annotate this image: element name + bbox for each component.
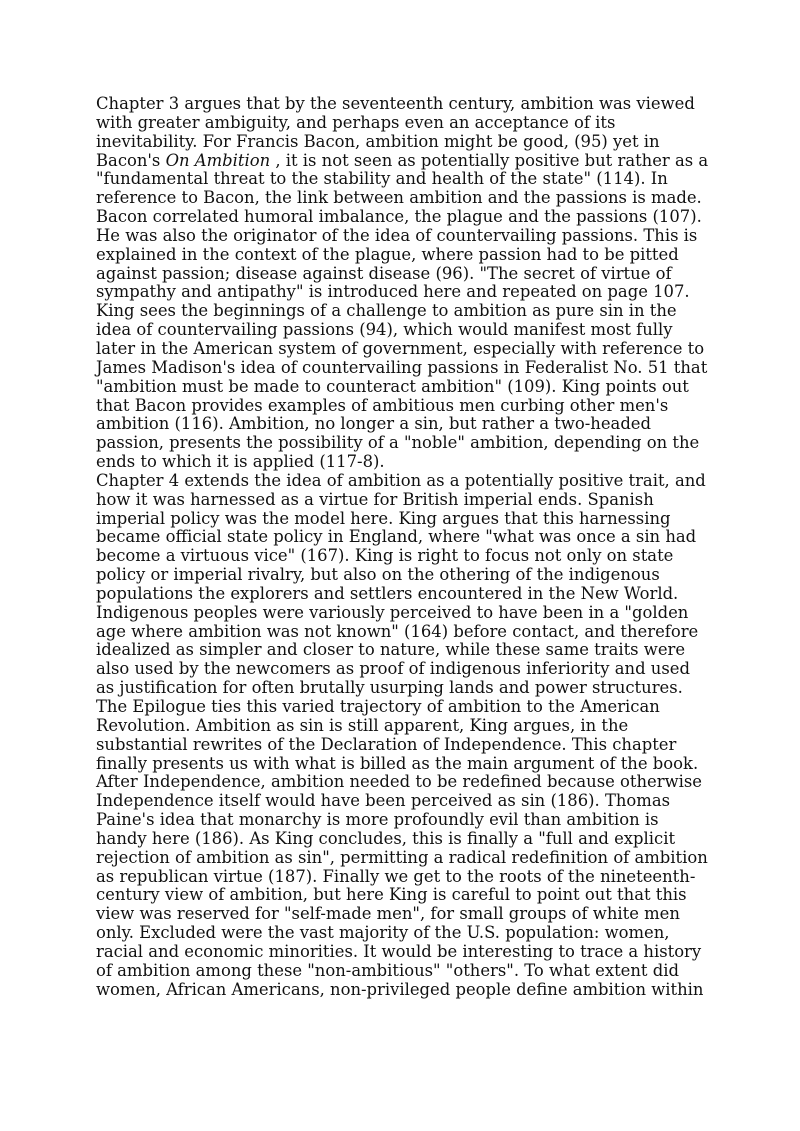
paragraph-text: , it is not seen as potentially positive but rather as a "fundamental threat to the stability and health of the state" (114). In reference to Bacon, the link between ambition and the passions is made. Bacon correlated humoral imbalance, the plague and the passions (107). He was also the originator of the idea of countervailing passions. This is explained in the context of the plague, where passion had to be pitted against passion; disease against disease (96). "The secret of virtue of sympathy and antipathy" is introduced here and repeated on page 107. King sees the beginnings of a challenge to ambition as pure sin in the idea of countervailing passions (94), which would manifest most fully later in the American system of government, especially with reference to James Madison's idea of countervailing passions in Federalist No. 51 that "ambition must be made to counteract ambition" (109). King points out that Bacon provides examples of ambitious men curbing other men's ambition (116). Ambition, no longer a sin, but rather a two-headed passion, presents the possibility of a "noble" ambition, depending on the ends to which it is applied (117-8). (96, 150, 709, 472)
book-title-italic: On Ambition (165, 150, 271, 170)
paragraph-epilogue: The Epilogue ties this varied trajectory of ambition to the American Revolution. Ambition as sin is still apparent, King argues, in the substantial rewrites of the Declaration of Independence. This chapter finally presents us with what is billed as the main argument of the book. After Independence, ambition needed to be redefined because otherwise Independence itself would have been perceived as sin (186). Thomas Paine's idea that monarchy is more profoundly evil than ambition is handy here (186). As King concludes, this is finally a "full and explicit rejection of ambition as sin", permitting a radical redefinition of ambition as republican virtue (187). Finally we get to the roots of the nineteenth-century view of ambition, but here King is careful to point out that this view was reserved for "self-made men", for small groups of white men only. Excluded were the vast majority of the U.S. population: women, racial and economic minorities. It would be interesting to trace a history of ambition among these "non-ambitious" "others". To what extent did women, African Americans, non-privileged people define ambition within (96, 697, 708, 999)
paragraph-chapter-4: Chapter 4 extends the idea of ambition as a potentially positive trait, and how it was harnessed as a virtue for British imperial ends. Spanish imperial policy was the model here. King argues that this harnessing became official state policy in England, where "what was once a sin had become a virtuous vice" (167). King is right to focus not only on state policy or imperial rivalry, but also on the othering of the indigenous populations the explorers and settlers encountered in the New World. Indigenous peoples were variously perceived to have been in a "golden age where ambition was not known" (164) before contact, and therefore idealized as simpler and closer to nature, while these same traits were also used by the newcomers as proof of indigenous inferiority and used as justification for often brutally usurping lands and power structures. (96, 470, 706, 698)
paragraph-chapter-3 (96, 95, 711, 472)
document-body (96, 95, 711, 1000)
paragraph-text: Chapter 3 argues that by the seventeenth century, ambition was viewed with greater ambiguity, and perhaps even an acceptance of its inevitability. For Francis Bacon, ambition might be good, (95) yet in Bacon's (96, 94, 695, 170)
